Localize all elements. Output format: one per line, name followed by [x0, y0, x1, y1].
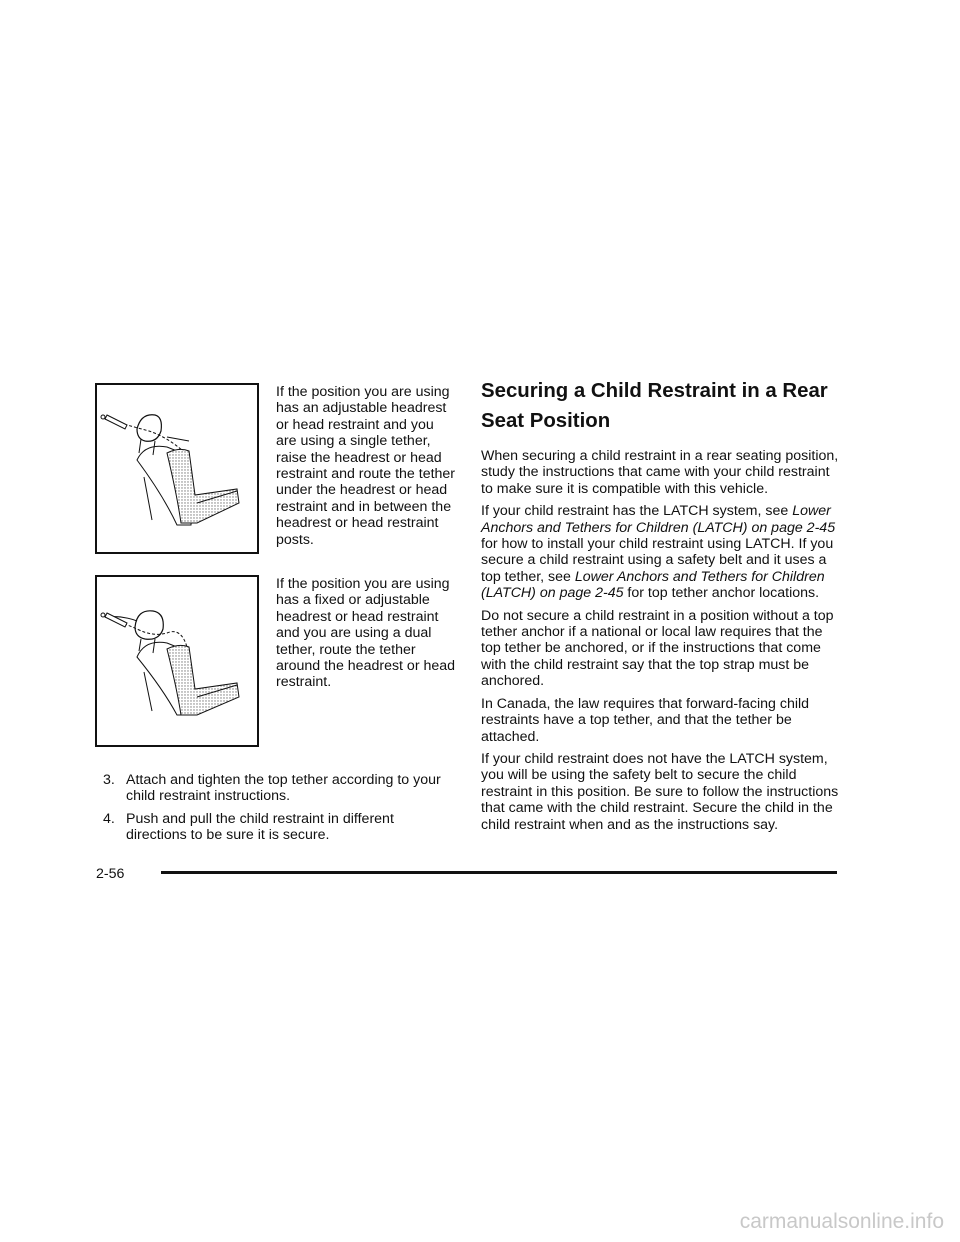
paragraph-latch — [481, 503, 843, 601]
paragraph-text: for how to install your child restraint using LATCH. If you secure a child restraint using a safety belt and it uses a top tether, see — [481, 536, 834, 585]
paragraph-no-latch: If your child restraint does not have the LATCH system, you will be using the safety belt to secure the child restraint in this position. Be sure to follow the instructions that came with the child restraint. Secure the child in the child restraint when and as the instructions say. — [481, 750, 839, 833]
step-item — [103, 811, 453, 844]
step-text: Attach and tighten the top tether according to your child restraint instructions. — [126, 772, 441, 805]
watermark-text: carmanualsonline.info — [739, 1210, 944, 1233]
paragraph-canada: In Canada, the law requires that forward-facing child restraints have a top tether, and that the tether be attached. — [481, 695, 810, 745]
step-list — [103, 772, 453, 850]
step-number: 4. — [103, 810, 115, 827]
step-number: 3. — [103, 772, 115, 788]
step-text: Push and pull the child restraint in different directions to be sure it is secure. — [126, 810, 394, 844]
single-tether-caption: If the position you are using has an adjustable headrest or head restraint and you are using a single tether, raise the headrest or head restraint and route the tether under the headrest or head restraint and in between the headrest or head restraint posts. — [276, 384, 456, 548]
dual-tether-caption: If the position you are using has a fixed or adjustable headrest or head restraint and you are using a dual tether, route the tether around the headrest or head restraint. — [276, 576, 456, 691]
latch-reference-link[interactable]: Lower Anchors and Tethers for Children (LATCH) on page 2-45 — [481, 503, 836, 536]
section-heading: Securing a Child Restraint in a Rear Seat Position — [481, 380, 828, 432]
paragraph-text: for top tether anchor locations. — [623, 585, 820, 602]
dual-tether-illustration — [95, 575, 259, 747]
paragraph-anchor-law: Do not secure a child restraint in a position without a top tether anchor if a national or local law requires that the top tether be anchored, or if the instructions that come with the child restraint say that the top strap must be anchored. — [481, 607, 834, 690]
latch-reference-link[interactable]: Lower Anchors and Tethers for Children (LATCH) on page 2-45 — [481, 568, 825, 602]
page-number: 2-56 — [96, 866, 125, 882]
paragraph-text: If your child restraint has the LATCH system, see — [481, 503, 793, 520]
step-item — [103, 772, 453, 805]
rear-seat-section — [481, 376, 843, 839]
paragraph-intro: When securing a child restraint in a rear seating position, study the instructions that came with your child restraint to make sure it is compatible with this vehicle. — [481, 448, 839, 497]
single-tether-illustration — [95, 383, 259, 554]
footer-rule — [161, 871, 837, 874]
